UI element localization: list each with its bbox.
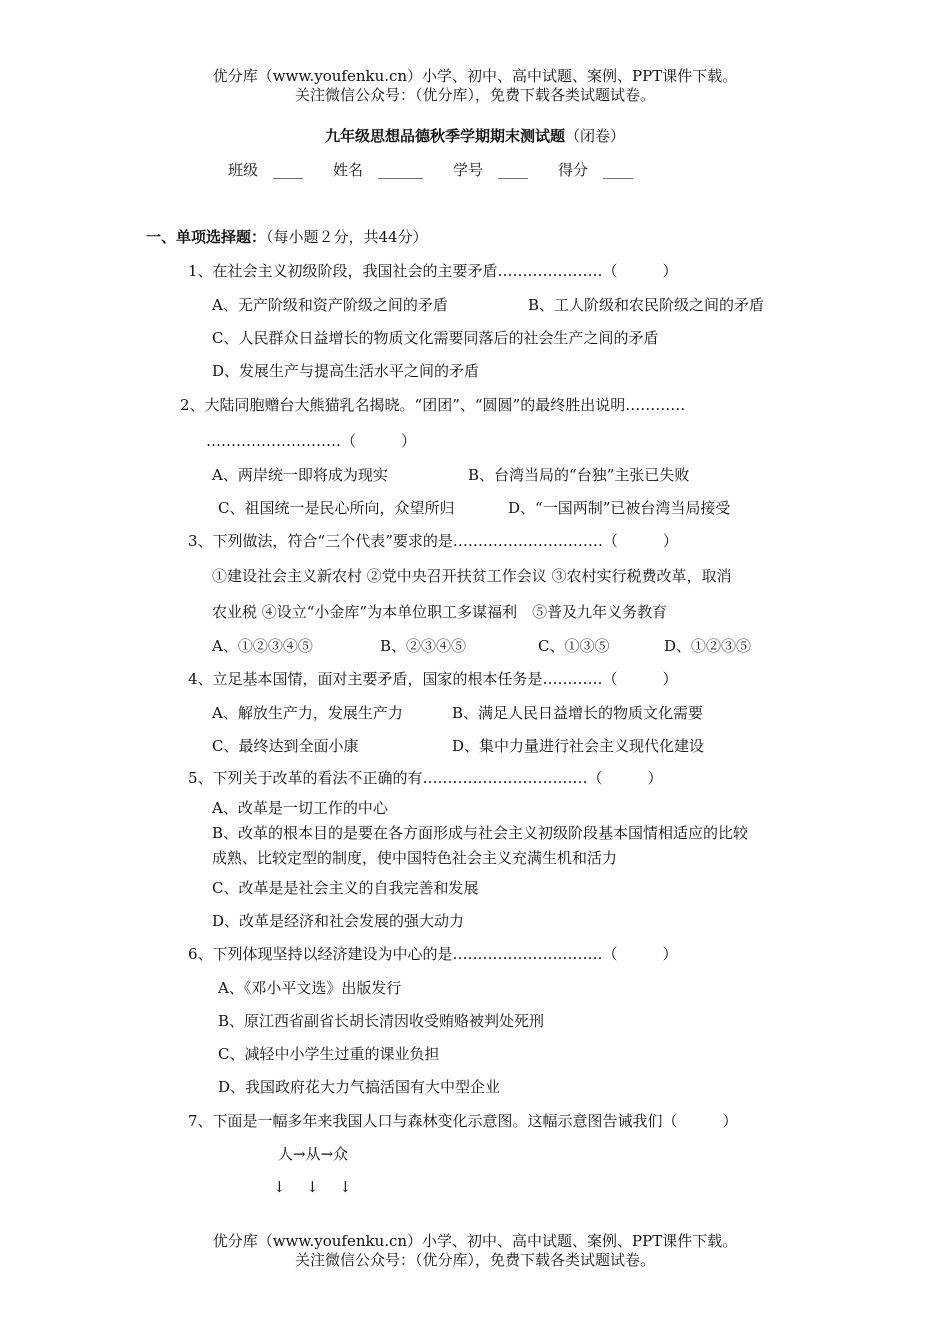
question-5-option-b: B、改革的根本目的是要在各方面形成与社会主义初级阶段基本国情相适应的比较 [212, 824, 749, 842]
question-1-stem: 1、在社会主义初级阶段，我国社会的主要矛盾…………………（ ） [188, 262, 678, 280]
question-5-option-b-cont: 成熟、比较定型的制度，使中国特色社会主义充满生机和活力 [212, 849, 618, 867]
question-6-option-d: D、我国政府花大力气搞活国有大中型企业 [218, 1078, 501, 1096]
down-arrow-icon: ↓ [339, 1178, 352, 1196]
question-3-option-d: D、①②③⑤ [664, 637, 752, 655]
footer-line-2: 关注微信公众号：（优分库），免费下载各类试题试卷。 [294, 1251, 655, 1269]
question-6-stem: 6、下列体现坚持以经济建设为中心的是…………………………（ ） [188, 945, 678, 963]
exam-title [0, 127, 950, 145]
question-1-option-c: C、人民群众日益增长的物质文化需要同落后的社会生产之间的矛盾 [212, 329, 659, 347]
exam-title-main: 九年级思想品德秋季学期期末测试题 [324, 127, 565, 145]
question-1-option-d: D、发展生产与提高生活水平之间的矛盾 [212, 362, 480, 380]
down-arrow-icon: ↓ [273, 1178, 286, 1196]
question-1-option-b: B、工人阶级和农民阶级之间的矛盾 [528, 296, 765, 314]
question-7-stem: 7、下面是一幅多年来我国人口与森林变化示意图。这幅示意图告诫我们（ ） [188, 1112, 738, 1130]
exam-title-suffix: （闭卷） [565, 127, 626, 145]
question-4-option-a: A、解放生产力，发展生产力 [212, 704, 403, 722]
question-3-text-1: ①建设社会主义新农村 ②党中央召开扶贫工作会议 ③农村实行税费改革，取消 [212, 567, 732, 585]
question-3-option-c: C、①③⑤ [538, 637, 610, 655]
question-1-option-a: A、无产阶级和资产阶级之间的矛盾 [212, 296, 448, 314]
question-2-option-c: C、祖国统一是民心所向，众望所归 [218, 499, 455, 517]
section-heading [146, 228, 428, 246]
question-4-option-d: D、集中力量进行社会主义现代化建设 [452, 737, 705, 755]
question-2-option-a: A、两岸统一即将成为现实 [212, 466, 388, 484]
question-4-option-b: B、满足人民日益增长的物质文化需要 [452, 704, 704, 722]
header-line-2: 关注微信公众号：（优分库），免费下载各类试题试卷。 [294, 86, 655, 104]
question-2-option-b: B、台湾当局的“台独”主张已失败 [468, 466, 690, 484]
question-4-stem: 4、立足基本国情，面对主要矛盾，国家的根本任务是…………（ ） [188, 670, 678, 688]
question-2-stem: 2、大陆同胞赠台大熊猫乳名揭晓。“团团”、“圆圆”的最终胜出说明………… [180, 396, 686, 414]
question-6-option-a: A、《邓小平文选》出版发行 [218, 979, 402, 997]
section-note: （每小题２分，共44分） [266, 228, 428, 246]
question-5-option-c: C、改革是是社会主义的自我完善和发展 [212, 879, 479, 897]
question-5-option-a: A、改革是一切工作的中心 [212, 799, 388, 817]
question-4-option-c: C、最终达到全面小康 [212, 737, 359, 755]
question-6-option-c: C、减轻中小学生过重的课业负担 [218, 1045, 440, 1063]
question-7-figure-line: 人→从→众 [278, 1145, 349, 1163]
question-3-option-b: B、②③④⑤ [380, 637, 467, 655]
question-2-stem-cont: ………………………（ ） [206, 432, 417, 450]
question-2-option-d: D、“一国两制”已被台湾当局接受 [508, 499, 731, 517]
question-5-stem: 5、下列关于改革的看法不正确的有……………………………（ ） [188, 769, 663, 787]
header-line-1: 优分库（www.youfenku.cn）小学、初中、高中试题、案例、PPT课件下载。 [212, 67, 738, 85]
footer-line-1: 优分库（www.youfenku.cn）小学、初中、高中试题、案例、PPT课件下载。 [212, 1232, 738, 1250]
question-3-option-a: A、①②③④⑤ [212, 637, 313, 655]
question-3-text-2: 农业税 ④设立“小金库”为本单位职工多谋福利 ⑤普及九年义务教育 [212, 603, 668, 621]
student-info-line: 班级 ____ 姓名 ______ 学号 ____ 得分 ____ [228, 161, 634, 179]
question-5-option-d: D、改革是经济和社会发展的强大动力 [212, 912, 465, 930]
section-title: 一、单项选择题： [146, 228, 267, 246]
question-3-stem: 3、下列做法，符合“三个代表”要求的是…………………………（ ） [188, 532, 678, 550]
down-arrow-icon: ↓ [306, 1178, 319, 1196]
question-6-option-b: B、原江西省副省长胡长清因收受贿赂被判处死刑 [218, 1012, 545, 1030]
